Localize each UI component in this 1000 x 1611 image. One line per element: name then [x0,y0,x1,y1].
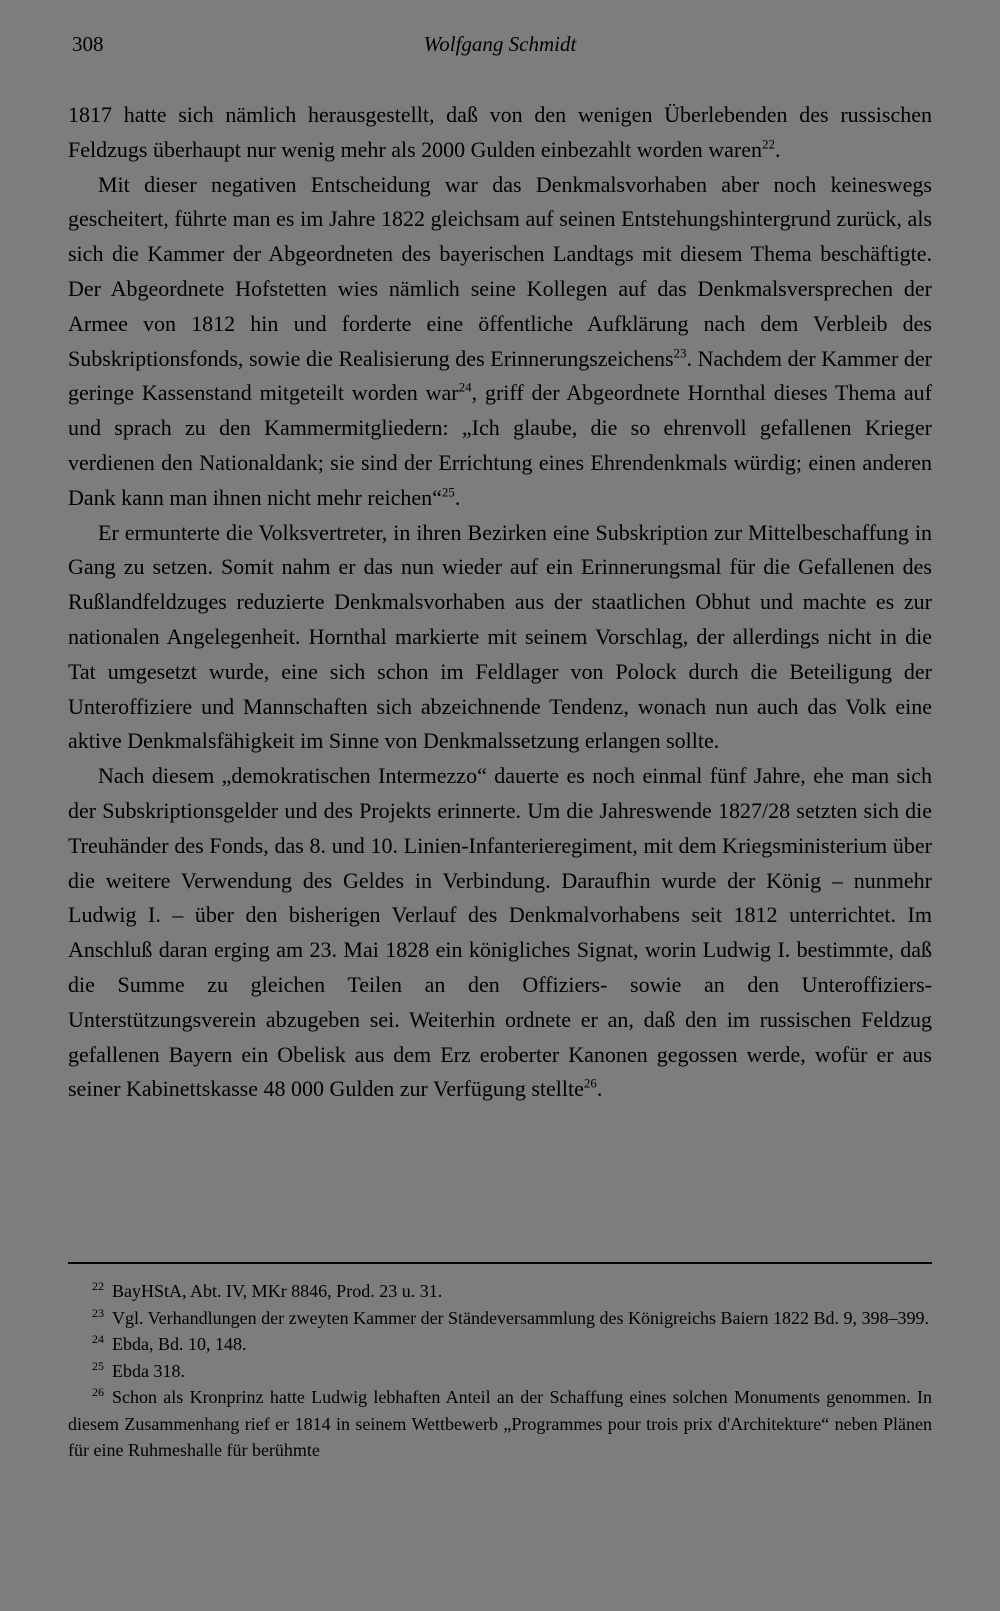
paragraph-4 [68,759,932,1107]
text-span: . [454,484,461,510]
footnote-22 [68,1278,932,1305]
paragraph-1 [68,98,932,168]
footnote-number: 23 [92,1305,104,1320]
footnote-ref: 22 [762,136,776,152]
page-number: 308 [72,32,104,56]
footnote-number: 25 [92,1358,104,1373]
text-span: . [596,1076,603,1102]
footnote-ref: 24 [458,380,472,396]
text-span: Er ermunterte die Volksvertreter, in ihren Bezirken eine Subskription zur Mittelbeschaffung in Gang zu setzen. Somit nahm er das nun wieder auf ein Erinnerungsmal für die Gefallenen des Rußlandfeldzuges reduzierte Denkmalsvorhaben aus der staatlichen Obhut und machte es zur nationalen Angelegenheit. Hornthal markierte mit seinem Vorschlag, der allerdings nicht in die Tat umgesetzt wurde, eine sich schon im Feldlager von Polock durch die Beteiligung der Unteroffiziere und Mannschaften sich abzeichnende Tendenz, wonach nun auch das Volk eine aktive Denkmalsfähigkeit im Sinne von Denkmalssetzung erlangen sollte. [68,519,932,754]
footnote-25 [68,1358,932,1385]
text-span: . Nachdem der Kammer der geringe Kassenstand mitgeteilt worden war [68,345,932,406]
text-span: , griff der Abgeordnete Hornthal dieses Thema auf und sprach zu den Kammermitgliedern: „Ich glaube, die so ehrenvoll gefallenen Krieger verdienen den Nationaldank; sie sind der Errichtung eines Ehrendenkmals würdig; einen anderen Dank kann man ihnen nicht mehr reichen“ [68,380,933,510]
footnote-divider [68,1262,932,1264]
footnote-24 [68,1331,932,1358]
footnotes [68,1278,932,1464]
paragraph-2 [68,168,932,516]
footnote-text: Ebda, Bd. 10, 148. [112,1334,247,1354]
footnote-23 [68,1305,932,1332]
footnote-number: 24 [92,1332,104,1346]
text-span: Mit dieser negativen Entscheidung war das Denkmalsvorhaben aber noch keineswegs gescheitert, führte man es im Jahre 1822 gleichsam auf seinen Entstehungshintergrund zurück, als sich die Kammer der Abgeordneten des bayerischen Landtags mit diesem Thema beschäftigte. Der Abgeordnete Hofstetten wies nämlich seine Kollegen auf das Denkmalsversprechen der Armee von 1812 hin und forderte eine öffentliche Aufklärung nach dem Verbleib des Subskriptionsfonds, sowie die Realisierung des Erinnerungszeichens [68,171,932,371]
page-header [72,32,928,62]
text-span: . [775,136,781,162]
footnote-ref: 23 [673,345,687,361]
footnote-number: 22 [92,1279,104,1293]
main-text [68,98,932,1107]
text-span: Nach diesem „demokratischen Intermezzo“ dauerte es noch einmal fünf Jahre, ehe man sich der Subskriptionsgelder und des Projekts erinnerte. Um die Jahreswende 1827/28 setzten sich die Treuhänder des Fonds, das 8. und 10. Linien-Infanterieregiment, mit dem Kriegsministerium über die weitere Verwendung des Geldes in Verbindung. Daraufhin wurde der König – nunmehr Ludwig I. – über den bisherigen Verlauf des Denkmalvorhabens seit 1812 unterrichtet. Im Anschluß daran erging am 23. Mai 1828 ein königliches Signat, worin Ludwig I. bestimmte, daß die Summe zu gleichen Teilen an den Offiziers- sowie an den Unteroffiziers-Unterstützungsverein abzugeben sei. Weiterhin ordnete er an, daß den im russischen Feldzug gefallenen Bayern ein Obelisk aus dem Erz eroberter Kanonen gegossen werde, wofür er aus seiner Kabinettskasse 48 000 Gulden zur Verfügung stellte [68,763,932,1102]
text-span: 1817 hatte sich nämlich herausgestellt, daß von den wenigen Überlebenden des russischen Feldzugs überhaupt nur wenig mehr als 2000 Gulden einbezahlt worden waren [68,102,932,162]
footnote-26 [68,1384,932,1464]
footnote-text: Ebda 318. [112,1360,185,1381]
footnote-text: Schon als Kronprinz hatte Ludwig lebhaften Anteil an der Schaffung eines solchen Monuments genommen. In diesem Zusammenhang rief er 1814 in seinem Wettbewerb „Programmes pour trois prix d'Architekture“ neben Plänen für eine Ruhmeshalle für berühmte [68,1387,932,1460]
footnote-text: Vgl. Verhandlungen der zweyten Kammer der Ständeversammlung des Königreichs Baiern 1822 Bd. 9, 398–399. [112,1307,929,1328]
running-head: Wolfgang Schmidt [423,32,577,56]
footnote-text: BayHStA, Abt. IV, MKr 8846, Prod. 23 u. 31. [112,1281,443,1301]
footnote-number: 26 [92,1385,104,1399]
paragraph-3 [68,516,932,760]
footnote-ref: 26 [583,1075,597,1091]
footnote-ref: 25 [441,484,455,500]
